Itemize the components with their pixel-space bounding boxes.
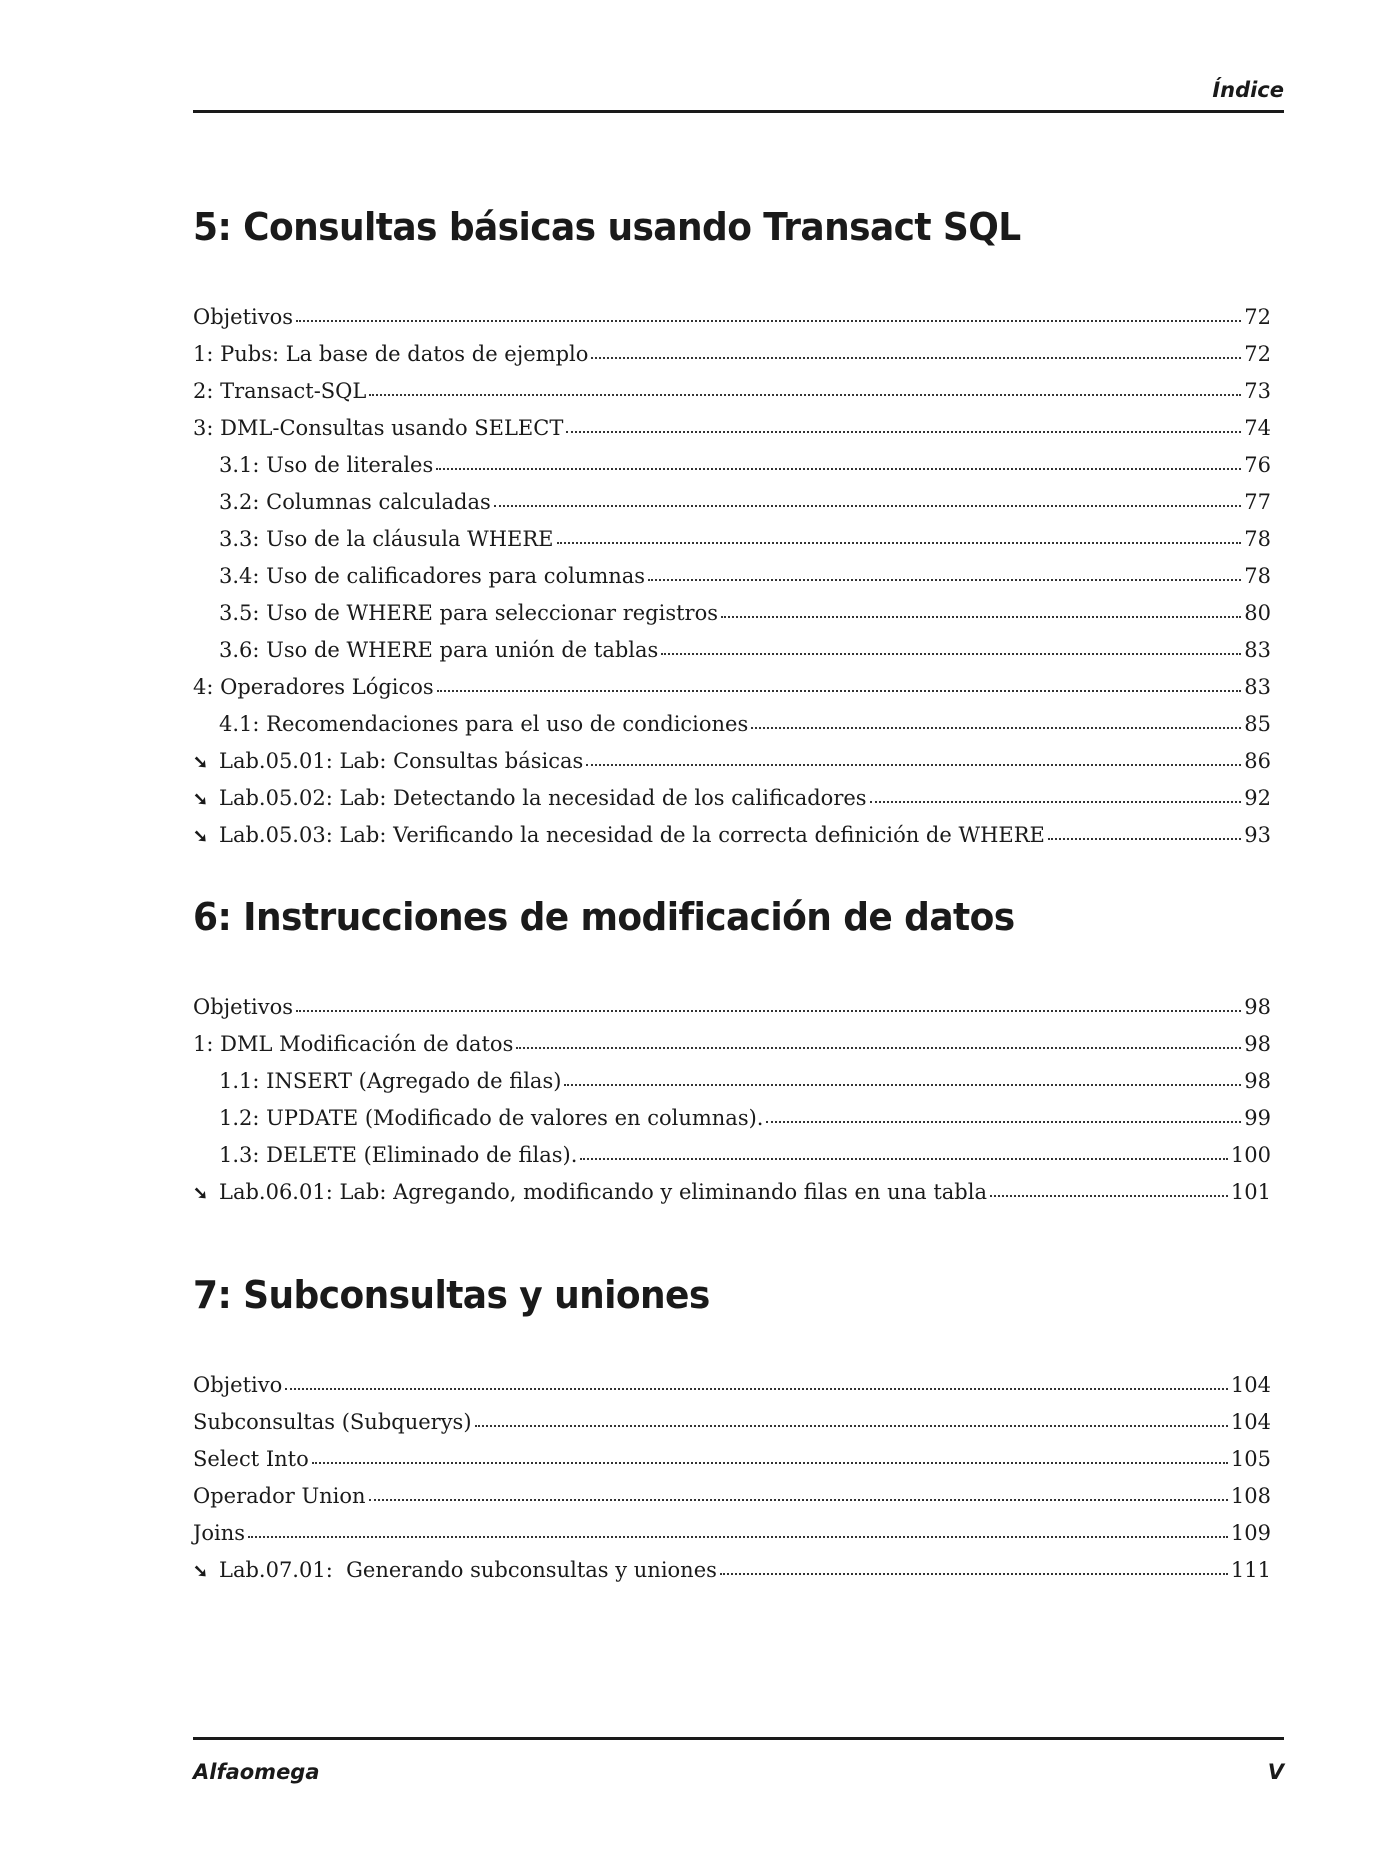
arrow-down-right-icon: ➘ bbox=[193, 1183, 209, 1204]
toc-list bbox=[193, 989, 1271, 1211]
toc-entry[interactable] bbox=[193, 989, 1271, 1026]
toc-entry[interactable] bbox=[193, 1478, 1271, 1515]
toc-entry-label: 1: DML Modificación de datos bbox=[193, 1032, 514, 1056]
toc-entry[interactable] bbox=[193, 299, 1271, 336]
chapter-title: 6: Instrucciones de modificación de datos bbox=[193, 896, 1015, 940]
toc-subentry[interactable] bbox=[193, 1063, 1271, 1100]
dot-leader bbox=[586, 758, 1241, 766]
chapter-title: 5: Consultas básicas usando Transact SQL bbox=[193, 206, 1021, 250]
toc-entry-page: 98 bbox=[1244, 1032, 1271, 1056]
toc-entry-label: Lab.05.03: Lab: Verificando la necesidad de la correcta definición de WHERE bbox=[219, 823, 1045, 847]
dot-leader bbox=[296, 1004, 1241, 1012]
toc-entry-page: 105 bbox=[1230, 1447, 1271, 1471]
toc-entry-label: 2: Transact-SQL bbox=[193, 379, 367, 403]
toc-entry-page: 98 bbox=[1244, 1069, 1271, 1093]
toc-entry-label: 3: DML-Consultas usando SELECT bbox=[193, 416, 564, 440]
toc-entry-page: 76 bbox=[1244, 453, 1271, 477]
toc-entry-page: 72 bbox=[1244, 342, 1271, 366]
arrow-down-right-icon: ➘ bbox=[193, 1561, 209, 1582]
toc-lab-entry[interactable] bbox=[193, 1174, 1271, 1211]
toc-entry-label: 1: Pubs: La base de datos de ejemplo bbox=[193, 342, 589, 366]
toc-subentry[interactable] bbox=[193, 447, 1271, 484]
toc-entry-label: 1.2: UPDATE (Modificado de valores en columnas). bbox=[219, 1106, 764, 1130]
toc-entry-page: 92 bbox=[1244, 786, 1271, 810]
toc-entry-page: 93 bbox=[1244, 823, 1271, 847]
dot-leader bbox=[990, 1189, 1228, 1197]
toc-entry[interactable] bbox=[193, 336, 1271, 373]
toc-entry-page: 104 bbox=[1230, 1410, 1271, 1434]
toc-entry-page: 80 bbox=[1244, 601, 1271, 625]
toc-entry-page: 99 bbox=[1244, 1106, 1271, 1130]
toc-entry[interactable] bbox=[193, 373, 1271, 410]
toc-entry-label: Select Into bbox=[193, 1447, 309, 1471]
toc-subentry[interactable] bbox=[193, 706, 1271, 743]
toc-entry-label: 3.2: Columnas calculadas bbox=[219, 490, 491, 514]
dot-leader bbox=[751, 721, 1241, 729]
dot-leader bbox=[661, 647, 1241, 655]
toc-entry-page: 73 bbox=[1244, 379, 1271, 403]
toc-entry-label: 3.1: Uso de literales bbox=[219, 453, 434, 477]
toc-entry-label: Objetivo bbox=[193, 1373, 283, 1397]
dot-leader bbox=[437, 684, 1242, 692]
toc-entry-page: 83 bbox=[1244, 638, 1271, 662]
header-rule bbox=[193, 110, 1284, 113]
dot-leader bbox=[516, 1041, 1241, 1049]
dot-leader bbox=[721, 610, 1241, 618]
toc-subentry[interactable] bbox=[193, 1137, 1271, 1174]
dot-leader bbox=[564, 1078, 1241, 1086]
toc-entry-page: 111 bbox=[1230, 1558, 1271, 1582]
toc-entry-page: 109 bbox=[1230, 1521, 1271, 1545]
toc-subentry[interactable] bbox=[193, 595, 1271, 632]
toc-entry-label: Lab.07.01: Generando subconsultas y uniones bbox=[219, 1558, 717, 1582]
toc-entry-label: Lab.06.01: Lab: Agregando, modificando y eliminando filas en una tabla bbox=[219, 1180, 987, 1204]
toc-subentry[interactable] bbox=[193, 484, 1271, 521]
toc-entry-label: Lab.05.02: Lab: Detectando la necesidad de los calificadores bbox=[219, 786, 867, 810]
toc-entry-page: 85 bbox=[1244, 712, 1271, 736]
toc-entry-label: 3.4: Uso de calificadores para columnas bbox=[219, 564, 646, 588]
toc-entry[interactable] bbox=[193, 1367, 1271, 1404]
dot-leader bbox=[475, 1419, 1228, 1427]
toc-entry-label: 4: Operadores Lógicos bbox=[193, 675, 434, 699]
toc-entry-label: 3.5: Uso de WHERE para seleccionar registros bbox=[219, 601, 719, 625]
toc-entry-label: 1.3: DELETE (Eliminado de filas). bbox=[219, 1143, 578, 1167]
dot-leader bbox=[296, 314, 1241, 322]
dot-leader bbox=[591, 351, 1241, 359]
toc-entry[interactable] bbox=[193, 1515, 1271, 1552]
dot-leader bbox=[766, 1115, 1241, 1123]
toc-entry-label: 3.3: Uso de la cláusula WHERE bbox=[219, 527, 554, 551]
toc-lab-entry[interactable] bbox=[193, 1552, 1271, 1589]
chapter-5 bbox=[193, 205, 1271, 854]
toc-entry-page: 83 bbox=[1244, 675, 1271, 699]
arrow-down-right-icon: ➘ bbox=[193, 752, 209, 773]
dot-leader bbox=[494, 499, 1241, 507]
dot-leader bbox=[312, 1456, 1228, 1464]
toc-entry-label: 3.6: Uso de WHERE para unión de tablas bbox=[219, 638, 659, 662]
toc-entry-page: 78 bbox=[1244, 564, 1271, 588]
dot-leader bbox=[648, 573, 1241, 581]
toc-entry-label: Operador Union bbox=[193, 1484, 366, 1508]
publisher-name: Alfaomega bbox=[193, 1760, 320, 1784]
toc-entry-label: Lab.05.01: Lab: Consultas básicas bbox=[219, 749, 584, 773]
toc-entry[interactable] bbox=[193, 1026, 1271, 1063]
toc-entry-label: Joins bbox=[193, 1521, 246, 1545]
toc-lab-entry[interactable] bbox=[193, 743, 1271, 780]
dot-leader bbox=[720, 1567, 1228, 1575]
toc-entry-page: 77 bbox=[1244, 490, 1271, 514]
toc-lab-entry[interactable] bbox=[193, 817, 1271, 854]
running-head: Índice bbox=[1212, 78, 1284, 102]
toc-subentry[interactable] bbox=[193, 632, 1271, 669]
toc-subentry[interactable] bbox=[193, 1100, 1271, 1137]
toc-list bbox=[193, 299, 1271, 854]
dot-leader bbox=[369, 388, 1241, 396]
toc-entry[interactable] bbox=[193, 669, 1271, 706]
toc-lab-entry[interactable] bbox=[193, 780, 1271, 817]
arrow-down-right-icon: ➘ bbox=[193, 789, 209, 810]
toc-entry-page: 72 bbox=[1244, 305, 1271, 329]
toc-entry-page: 100 bbox=[1230, 1143, 1271, 1167]
toc-entry[interactable] bbox=[193, 1404, 1271, 1441]
chapter-7 bbox=[193, 1273, 1271, 1589]
toc-entry-page: 98 bbox=[1244, 995, 1271, 1019]
dot-leader bbox=[870, 795, 1242, 803]
dot-leader bbox=[436, 462, 1241, 470]
toc-entry-page: 108 bbox=[1230, 1484, 1271, 1508]
toc-entry-page: 86 bbox=[1244, 749, 1271, 773]
page-number: V bbox=[1267, 1760, 1284, 1784]
toc-entry-label: Objetivos bbox=[193, 305, 294, 329]
toc-entry[interactable] bbox=[193, 410, 1271, 447]
toc-entry-page: 101 bbox=[1230, 1180, 1271, 1204]
dot-leader bbox=[566, 425, 1241, 433]
toc-entry-page: 104 bbox=[1230, 1373, 1271, 1397]
toc-list bbox=[193, 1367, 1271, 1589]
chapter-6 bbox=[193, 895, 1271, 1211]
dot-leader bbox=[369, 1493, 1228, 1501]
dot-leader bbox=[580, 1152, 1227, 1160]
toc-subentry[interactable] bbox=[193, 521, 1271, 558]
toc-entry-page: 78 bbox=[1244, 527, 1271, 551]
dot-leader bbox=[557, 536, 1242, 544]
dot-leader bbox=[285, 1382, 1228, 1390]
dot-leader bbox=[248, 1530, 1228, 1538]
toc-entry-label: Objetivos bbox=[193, 995, 294, 1019]
toc-entry-label: 4.1: Recomendaciones para el uso de condiciones bbox=[219, 712, 749, 736]
arrow-down-right-icon: ➘ bbox=[193, 826, 209, 847]
dot-leader bbox=[1048, 832, 1241, 840]
footer-rule bbox=[193, 1737, 1284, 1740]
toc-entry-page: 74 bbox=[1244, 416, 1271, 440]
toc-entry-label: Subconsultas (Subquerys) bbox=[193, 1410, 472, 1434]
toc-subentry[interactable] bbox=[193, 558, 1271, 595]
chapter-title: 7: Subconsultas y uniones bbox=[193, 1274, 710, 1318]
toc-entry-label: 1.1: INSERT (Agregado de filas) bbox=[219, 1069, 562, 1093]
toc-entry[interactable] bbox=[193, 1441, 1271, 1478]
